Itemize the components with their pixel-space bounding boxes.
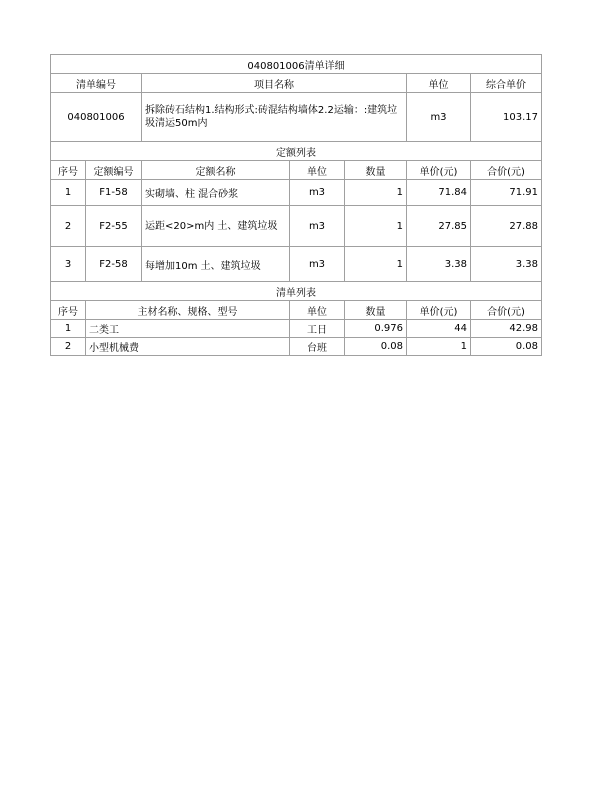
material-total: 42.98 [471, 320, 542, 338]
quota-qty: 1 [345, 180, 407, 206]
quota-no: 3 [51, 247, 86, 282]
quota-qty: 1 [345, 247, 407, 282]
quota-name: 实砌墙、柱 混合砂浆 [142, 180, 290, 206]
material-unit-header: 单位 [290, 301, 345, 320]
quota-name: 每增加10m 土、建筑垃圾 [142, 247, 290, 282]
material-section-title: 清单列表 [51, 282, 542, 301]
quota-qty: 1 [345, 206, 407, 247]
table-row [51, 320, 542, 338]
quota-unit-price-header: 单价(元) [407, 161, 471, 180]
quota-unit: m3 [290, 247, 345, 282]
quota-section-title: 定额列表 [51, 142, 542, 161]
quota-code: F2-58 [86, 247, 142, 282]
quota-unit-price: 71.84 [407, 180, 471, 206]
bill-code: 040801006 [51, 93, 142, 142]
quota-total: 3.38 [471, 247, 542, 282]
quota-code: F2-55 [86, 206, 142, 247]
material-no-header: 序号 [51, 301, 86, 320]
material-unit-price-header: 单价(元) [407, 301, 471, 320]
quota-code-header: 定额编号 [86, 161, 142, 180]
quota-qty-header: 数量 [345, 161, 407, 180]
quota-unit-price: 3.38 [407, 247, 471, 282]
material-header-row [51, 301, 542, 320]
material-unit: 台班 [290, 338, 345, 356]
bill-name-header: 项目名称 [142, 74, 407, 93]
material-qty-header: 数量 [345, 301, 407, 320]
material-no: 1 [51, 320, 86, 338]
material-unit: 工日 [290, 320, 345, 338]
bill-unit: m3 [407, 93, 471, 142]
material-unit-price: 44 [407, 320, 471, 338]
quota-no: 2 [51, 206, 86, 247]
quota-unit-header: 单位 [290, 161, 345, 180]
bill-item-row [51, 93, 542, 142]
table-title: 040801006清单详细 [51, 55, 542, 74]
bill-name: 拆除砖石结构1.结构形式:砖混结构墙体2.2运输：:建筑垃圾清运50m内 [142, 93, 407, 142]
material-unit-price: 1 [407, 338, 471, 356]
quota-total: 27.88 [471, 206, 542, 247]
material-name-header: 主材名称、规格、型号 [86, 301, 290, 320]
quota-name: 运距<20>m内 土、建筑垃圾 [142, 206, 290, 247]
material-qty: 0.08 [345, 338, 407, 356]
material-qty: 0.976 [345, 320, 407, 338]
bill-price-header: 综合单价 [471, 74, 542, 93]
quota-total-header: 合价(元) [471, 161, 542, 180]
bill-price: 103.17 [471, 93, 542, 142]
material-total-header: 合价(元) [471, 301, 542, 320]
quota-no-header: 序号 [51, 161, 86, 180]
quota-section-row [51, 142, 542, 161]
table-row [51, 180, 542, 206]
quota-unit: m3 [290, 180, 345, 206]
table-row [51, 206, 542, 247]
material-name: 小型机械费 [86, 338, 290, 356]
quota-header-row [51, 161, 542, 180]
quota-no: 1 [51, 180, 86, 206]
quota-code: F1-58 [86, 180, 142, 206]
quota-unit: m3 [290, 206, 345, 247]
bill-unit-header: 单位 [407, 74, 471, 93]
material-section-row [51, 282, 542, 301]
quota-unit-price: 27.85 [407, 206, 471, 247]
material-name: 二类工 [86, 320, 290, 338]
quota-name-header: 定额名称 [142, 161, 290, 180]
title-row [51, 55, 542, 74]
bill-header-row [51, 74, 542, 93]
bill-detail-table [50, 54, 542, 356]
bill-code-header: 清单编号 [51, 74, 142, 93]
table-row [51, 247, 542, 282]
quota-total: 71.91 [471, 180, 542, 206]
material-total: 0.08 [471, 338, 542, 356]
material-no: 2 [51, 338, 86, 356]
table-row [51, 338, 542, 356]
